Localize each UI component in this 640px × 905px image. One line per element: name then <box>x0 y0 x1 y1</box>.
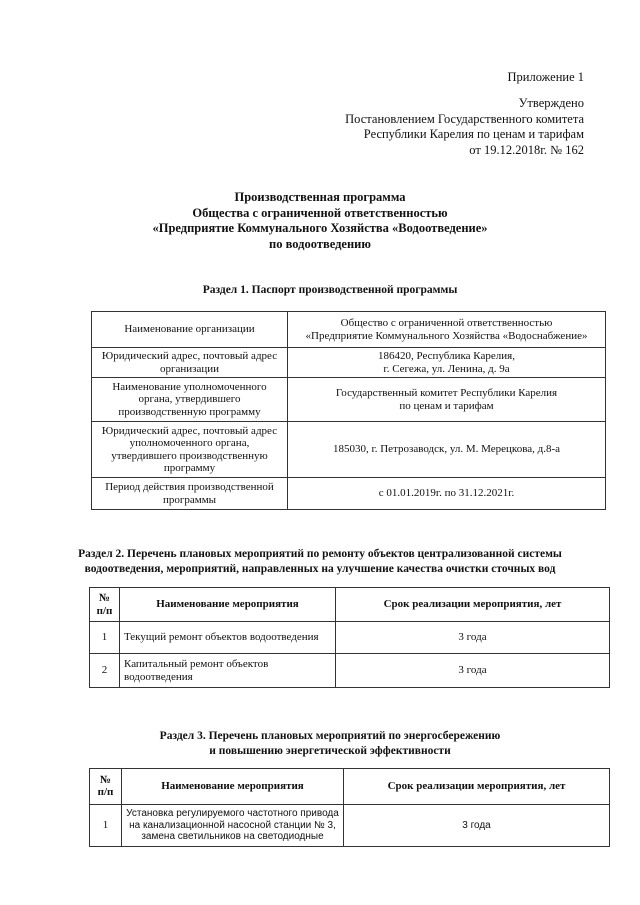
row-value <box>288 348 606 378</box>
approval-line: Постановлением Государственного комитета <box>345 111 584 126</box>
row-name: Текущий ремонт объектов водоотведения <box>120 622 336 654</box>
column-header-name: Наименование мероприятия <box>120 588 336 622</box>
value-line: Общество с ограниченной ответственностью <box>340 317 553 329</box>
row-value <box>288 478 606 510</box>
value-line: «Предприятие Коммунального Хозяйства «Водоснабжение» <box>305 329 588 342</box>
title-line: Производственная программа <box>234 190 406 204</box>
row-label: Наименование уполномоченного органа, утвердившего производственную программу <box>92 378 288 422</box>
value-line: по ценам и тарифам <box>399 399 494 412</box>
row-label: Период действия производственной программы <box>92 478 288 510</box>
approval-line: Республики Карелия по ценам и тарифам <box>363 127 584 141</box>
heading-line: Раздел 2. Перечень плановых мероприятий по ремонту объектов централизованной системы <box>78 548 562 560</box>
approval-block <box>345 96 584 158</box>
approval-line: Утверждено <box>518 96 584 110</box>
row-number: 1 <box>90 622 120 654</box>
column-header-name: Наименование мероприятия <box>122 769 344 805</box>
value-line: Государственный комитет Республики Карелия <box>335 387 558 399</box>
row-name: Установка регулируемого частотного привода на канализационной насосной станции № 3, замена светильников на светодиодные <box>122 805 344 847</box>
row-term: 3 года <box>336 622 610 654</box>
section2-heading <box>20 547 620 577</box>
row-value <box>288 378 606 422</box>
row-number: 2 <box>90 654 120 688</box>
row-value <box>288 312 606 348</box>
heading-line: Раздел 3. Перечень плановых мероприятий по энергосбережению <box>159 730 501 742</box>
section3-heading <box>40 729 620 759</box>
value-line: с 01.01.2019г. по 31.12.2021г. <box>378 487 515 500</box>
column-header-term: Срок реализации мероприятия, лет <box>344 769 610 805</box>
section1-heading: Раздел 1. Паспорт производственной программы <box>202 284 458 296</box>
value-line: 185030, г. Петрозаводск, ул. М. Мерецкова, д.8-а <box>332 443 561 456</box>
approval-line: от 19.12.2018г. № 162 <box>469 142 584 157</box>
document-title <box>0 190 640 252</box>
table-header-row <box>90 588 610 622</box>
column-header-number: № п/п <box>90 769 122 805</box>
appendix-label: Приложение 1 <box>507 70 584 84</box>
title-line: Общества с ограниченной ответственностью <box>192 205 448 220</box>
repair-measures-table <box>89 587 610 688</box>
table-row <box>92 422 606 478</box>
value-line: 186420, Республика Карелия, <box>378 350 515 362</box>
title-line: «Предприятие Коммунального Хозяйства «Водоотведение» <box>152 221 488 235</box>
table-row <box>92 378 606 422</box>
heading-line: и повышению энергетической эффективности <box>209 745 451 757</box>
row-value <box>288 422 606 478</box>
table-header-row <box>90 769 610 805</box>
table-row <box>92 478 606 510</box>
heading-line: водоотведения, мероприятий, направленных на улучшение качества очистки сточных вод <box>84 563 556 575</box>
row-term: 3 года <box>344 805 610 847</box>
table-row <box>92 312 606 348</box>
table-row <box>90 622 610 654</box>
energy-measures-table <box>89 768 610 847</box>
column-header-term: Срок реализации мероприятия, лет <box>336 588 610 622</box>
table-row <box>90 654 610 688</box>
title-line: по водоотведению <box>269 236 371 251</box>
column-header-number: № п/п <box>90 588 120 622</box>
row-label: Наименование организации <box>92 312 288 348</box>
table-row <box>92 348 606 378</box>
row-name: Капитальный ремонт объектов водоотведения <box>120 654 336 688</box>
value-line: г. Сегежа, ул. Ленина, д. 9а <box>383 362 510 375</box>
passport-table <box>91 311 606 510</box>
row-label: Юридический адрес, почтовый адрес организации <box>92 348 288 378</box>
table-row <box>90 805 610 847</box>
row-label: Юридический адрес, почтовый адрес уполномоченного органа, утвердившего производственную программу <box>92 422 288 478</box>
row-number: 1 <box>90 805 122 847</box>
row-term: 3 года <box>336 654 610 688</box>
